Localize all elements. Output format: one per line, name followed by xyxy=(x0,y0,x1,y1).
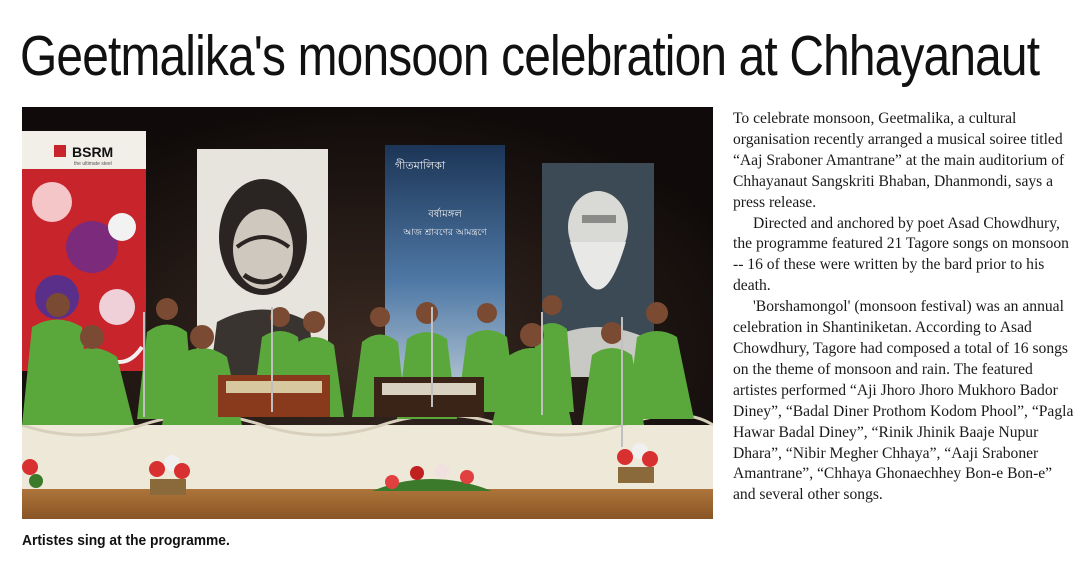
headline: Geetmalika's monsoon celebration at Chhayanaut xyxy=(20,24,1040,88)
paragraph: Directed and anchored by poet Asad Chowdhury, the programme featured 21 Tagore songs on monsoon -- 16 of these were written by the bard prior to his death. xyxy=(733,214,1069,295)
banner-top-text: গীতমালিকা xyxy=(395,159,446,172)
bsrm-tagline: the ultimate steel xyxy=(74,161,112,167)
paragraph: To celebrate monsoon, Geetmalika, a cultural organisation recently arranged a musical soiree titled “Aaj Sraboner Amantrane” at the main auditorium of Chhayanaut Sangskriti Bhaban, Dhanmondi, says a press release. xyxy=(733,110,1065,211)
banner-center-text-1: বর্ষামঙ্গল xyxy=(428,209,462,220)
article-body xyxy=(733,109,1075,506)
paragraph: 'Borshamongol' (monsoon festival) was an annual celebration in Shantiniketan. According to Asad Chowdhury, Tagore had composed a total of 16 songs on the theme of monsoon and rain. The featured artistes performed “Aji Jhoro Jhoro Mukhoro Bador Diney”, “Badal Diner Prothom Kodom Phool”, “Pagla Hawar Badal Diney”, “Rinik Jhinik Baaje Nupur Dhara”, “Nibir Megher Chhaya”, “Aaji Sraboner Amantrane”, “Chhaya Ghonaechhey Bon-e Bon-e” and several other songs. xyxy=(733,298,1074,504)
bsrm-logo-text: BSRM xyxy=(72,144,114,160)
stage-photo xyxy=(22,107,713,519)
stage-platform xyxy=(22,415,713,489)
banner-center-text-2: আজ শ্রাবণের আমন্ত্রণে xyxy=(403,228,487,238)
photo-caption: Artistes sing at the programme. xyxy=(22,532,230,549)
